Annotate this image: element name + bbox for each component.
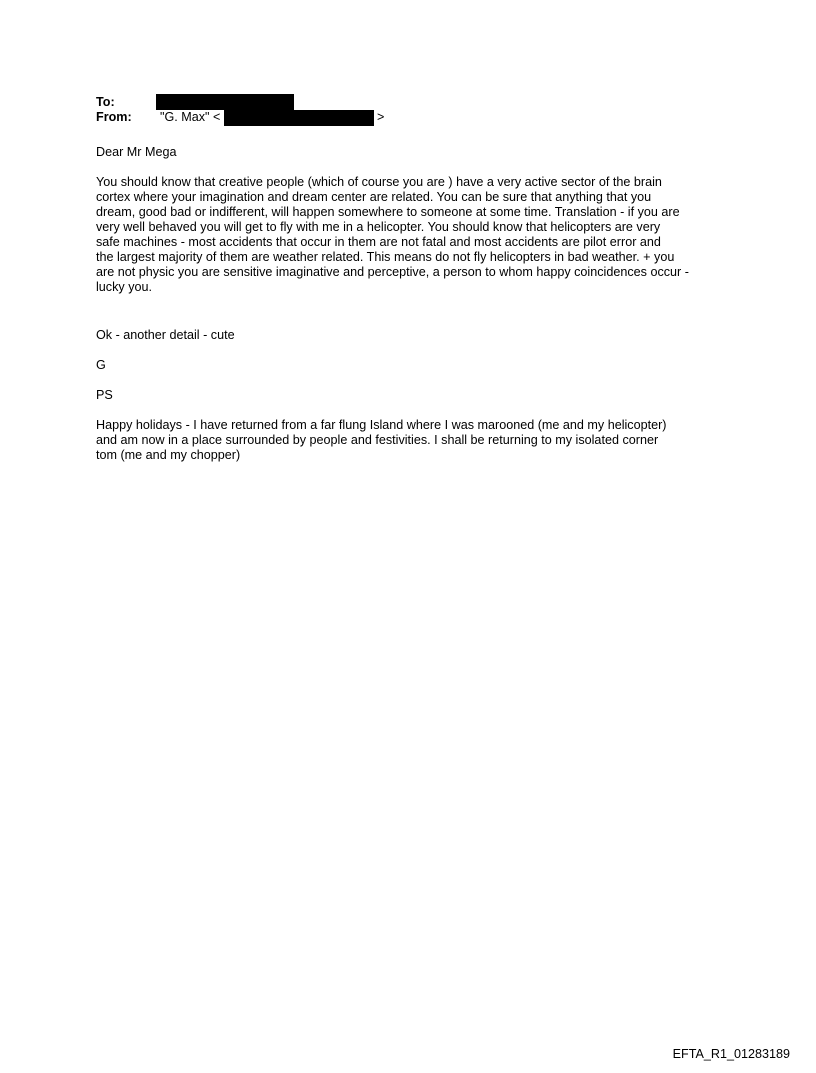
paragraph-line: Happy holidays - I have returned from a far flung Island where I was marooned (me and my helicopter) (96, 418, 667, 432)
paragraph-line: and am now in a place surrounded by people and festivities. I shall be returning to my isolated corner (96, 433, 659, 447)
paragraph-line: cortex where your imagination and dream center are related. You can be sure that anything that you (96, 190, 652, 204)
paragraph-1 (96, 175, 736, 295)
document-id: EFTA_R1_01283189 (672, 1047, 790, 1061)
redacted-recipient (156, 94, 294, 110)
paragraph-2: Ok - another detail - cute (96, 328, 235, 342)
paragraph-line: tom (me and my chopper) (96, 448, 241, 462)
from-row (96, 110, 385, 125)
paragraph-line: lucky you. (96, 280, 152, 294)
redacted-sender-email (224, 110, 374, 126)
from-name: "G. Max" < (160, 110, 221, 124)
paragraph-line: very well behaved you will get to fly with me in a helicopter. You should know that helicopters are very (96, 220, 661, 234)
paragraph-line: dream, good bad or indifferent, will happen somewhere to someone at some time. Translation - if you are (96, 205, 680, 219)
paragraph-line: You should know that creative people (which of course you are ) have a very active sector of the brain (96, 175, 662, 189)
paragraph-line: are not physic you are sensitive imaginative and perceptive, a person to whom happy coincidences occur - (96, 265, 689, 279)
paragraph-3 (96, 418, 736, 463)
paragraph-line: safe machines - most accidents that occur in them are not fatal and most accidents are pilot error and (96, 235, 661, 249)
to-label: To: (96, 95, 115, 109)
signature: G (96, 358, 106, 372)
paragraph-line: the largest majority of them are weather related. This means do not fly helicopters in bad weather. + you (96, 250, 675, 264)
salutation: Dear Mr Mega (96, 145, 177, 159)
email-header (96, 95, 385, 125)
from-label: From: (96, 110, 132, 124)
to-row (96, 95, 158, 110)
ps-label: PS (96, 388, 113, 402)
from-close-bracket: > (377, 110, 385, 124)
